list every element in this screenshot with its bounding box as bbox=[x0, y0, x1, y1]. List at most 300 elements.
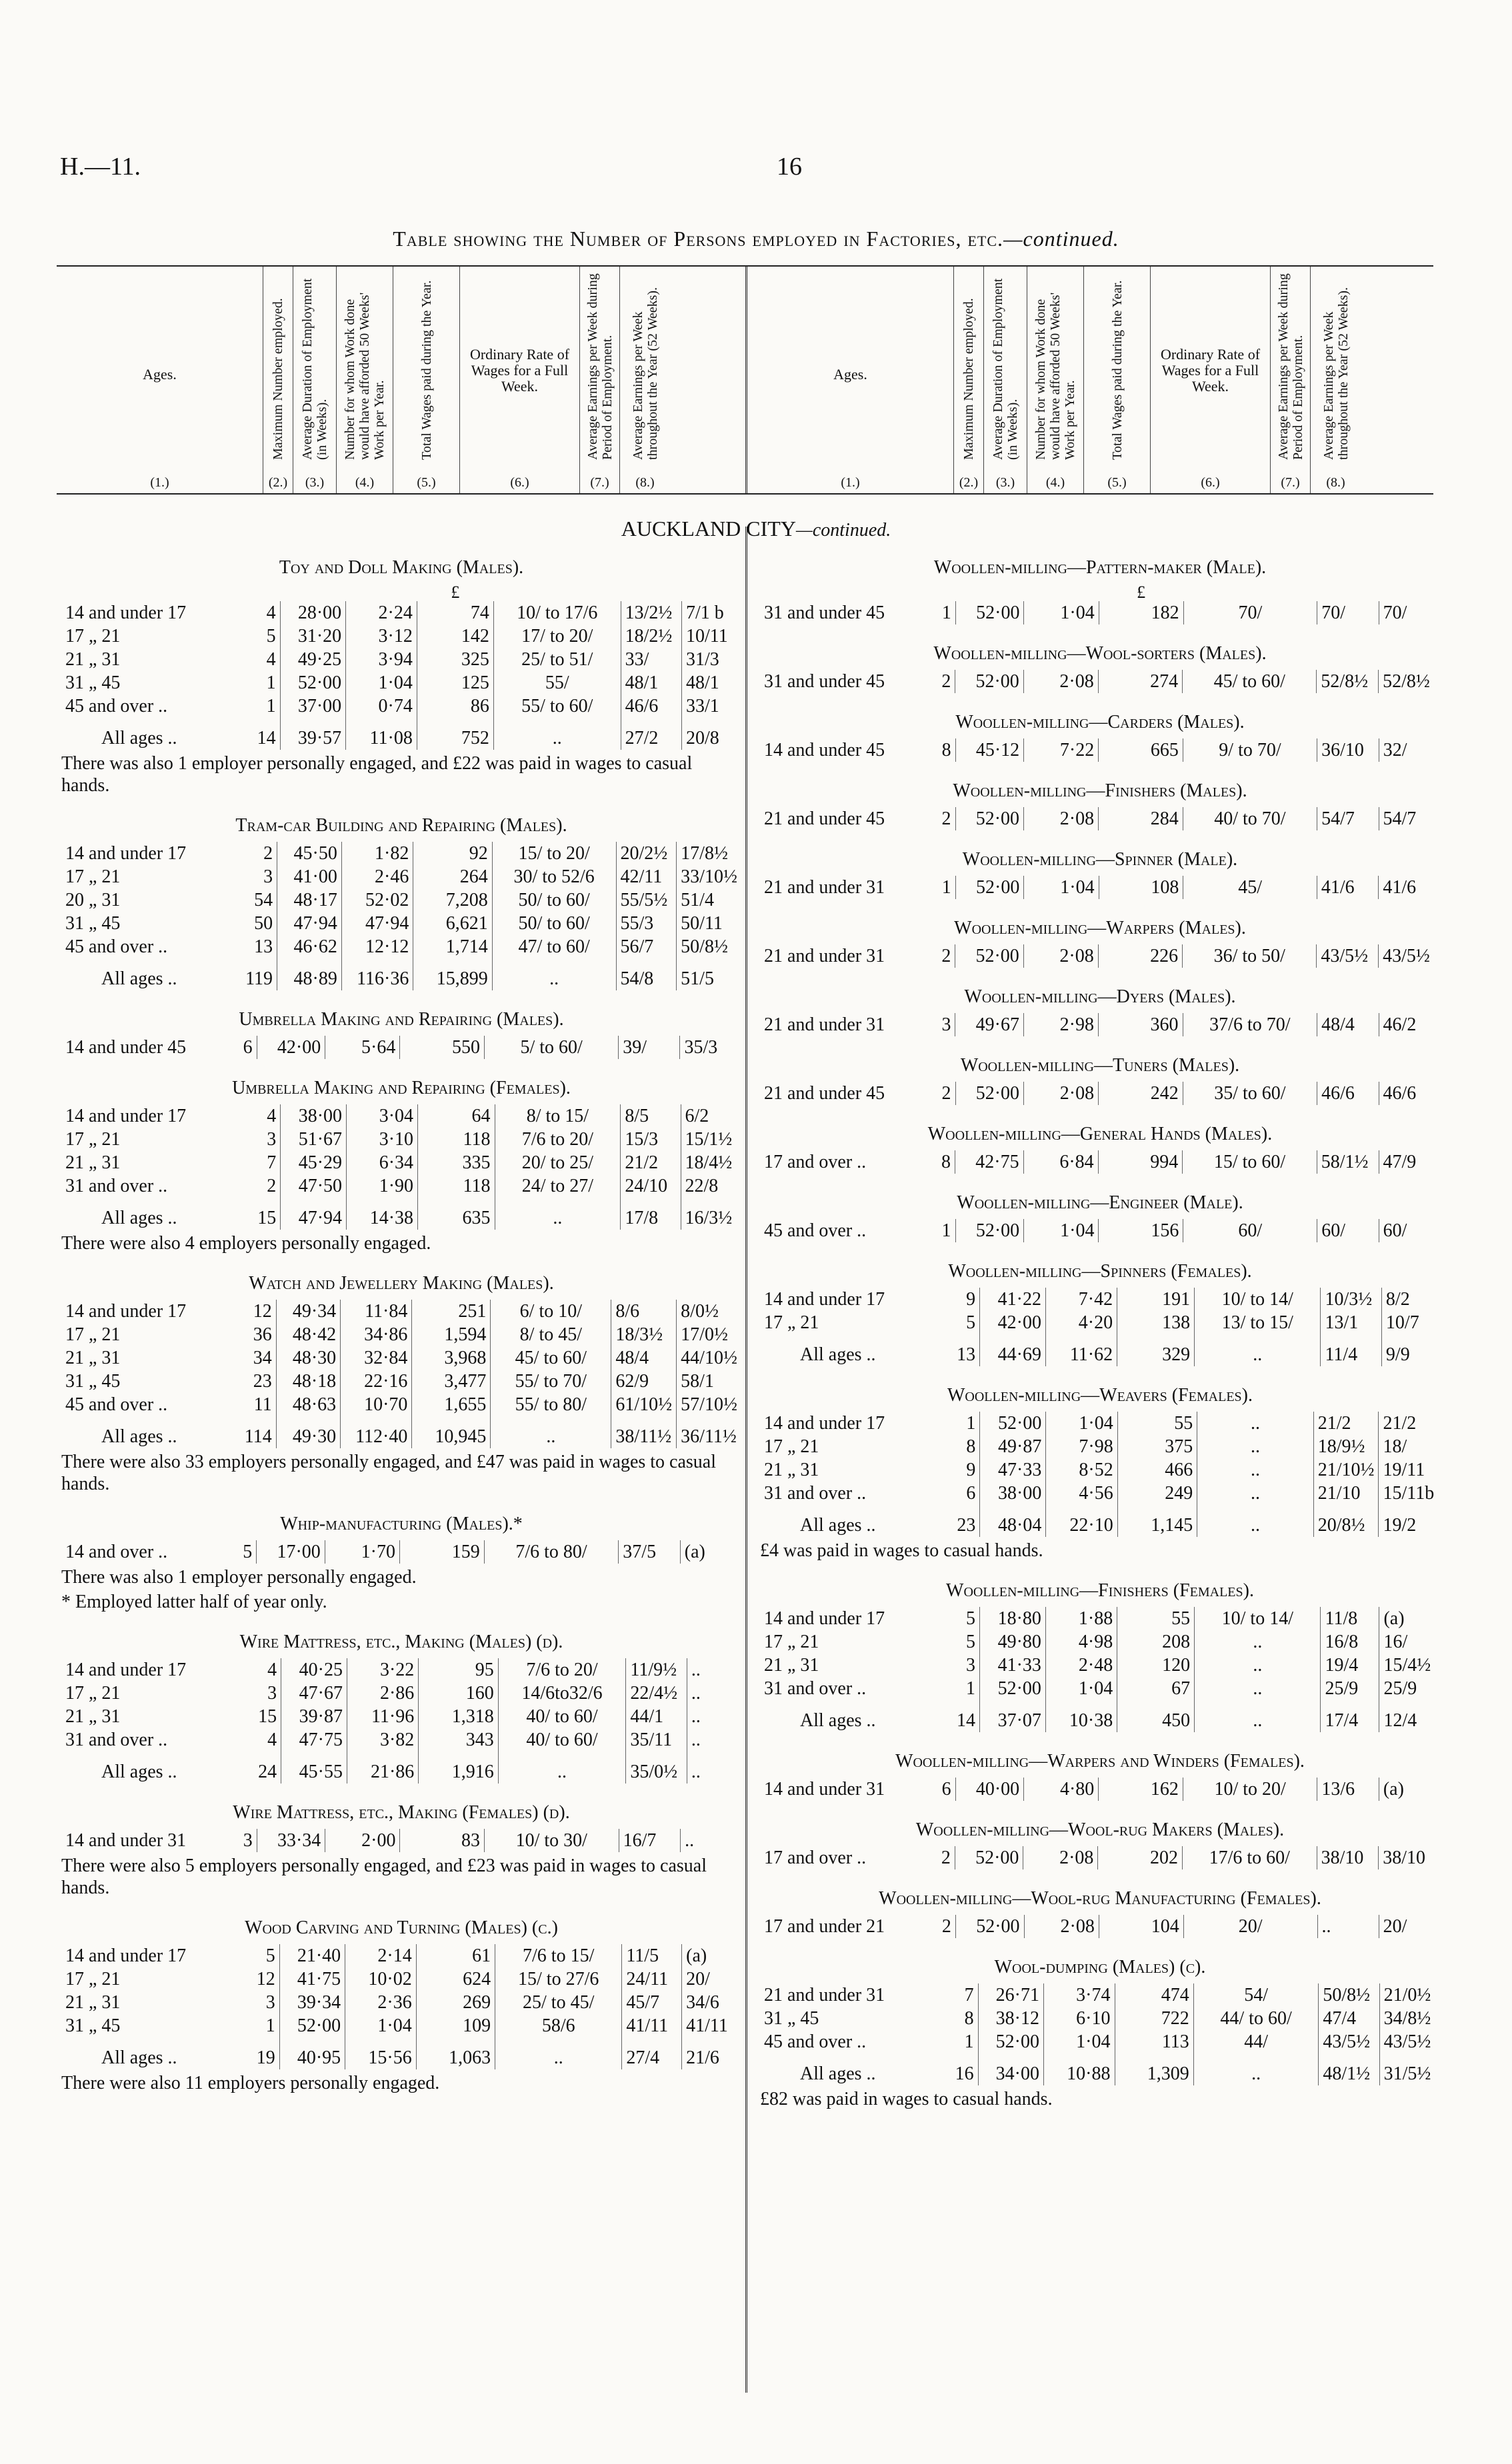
industry-block bbox=[760, 1820, 1440, 1869]
table-row bbox=[760, 1607, 1440, 1630]
header-col-5 bbox=[393, 267, 460, 493]
table-cell: 38/10 bbox=[1317, 1846, 1379, 1869]
table-row bbox=[760, 1915, 1440, 1938]
table-cell: 1 bbox=[946, 1412, 980, 1435]
total-cell: .. bbox=[491, 1416, 611, 1448]
table-cell: .. bbox=[691, 1683, 701, 1704]
table-cell: 25/ to 45/ bbox=[495, 1991, 622, 2014]
table-cell: 2·86 bbox=[347, 1682, 418, 1705]
unit-cell bbox=[921, 584, 955, 601]
block-title: Woollen-milling—Wool-sorters (Males). bbox=[933, 643, 1267, 664]
table-cell: 45 and over .. bbox=[65, 696, 168, 716]
table-cell: 41·75 bbox=[279, 1967, 345, 1991]
industry-block bbox=[61, 1917, 741, 2094]
total-cell: 35/0½ bbox=[626, 1752, 687, 1784]
table-cell: 8 bbox=[946, 1435, 980, 1458]
table-cell: 21 and under 45 bbox=[764, 1083, 885, 1104]
table-cell: 55/ to 70/ bbox=[491, 1370, 611, 1393]
table-row bbox=[760, 876, 1440, 899]
table-cell: 113 bbox=[1115, 2030, 1193, 2053]
block-note: £82 was paid in wages to casual hands. bbox=[760, 2089, 1053, 2109]
header-num: (7.) bbox=[1281, 475, 1300, 490]
page-number: 16 bbox=[777, 153, 802, 181]
table-cell: 14 and under 31 bbox=[65, 1830, 187, 1851]
table-cell: 11 bbox=[241, 1393, 276, 1416]
industry-block bbox=[61, 1078, 741, 1254]
total-cell: .. bbox=[498, 1752, 626, 1784]
data-table bbox=[61, 1658, 741, 1784]
table-cell: 31 and over .. bbox=[65, 1730, 168, 1750]
total-cell: .. bbox=[495, 2037, 622, 2069]
table-cell: 49·67 bbox=[955, 1013, 1024, 1036]
table-row bbox=[61, 1323, 741, 1346]
total-cell: 329 bbox=[1117, 1334, 1195, 1366]
total-cell: 119 bbox=[241, 958, 277, 990]
table-cell: 118 bbox=[418, 1174, 495, 1198]
table-cell: 15/3 bbox=[621, 1128, 681, 1151]
block-note: There were also 11 employers personally engaged. bbox=[61, 2073, 440, 2093]
table-row bbox=[61, 1174, 741, 1198]
table-cell: 3,968 bbox=[412, 1346, 491, 1370]
header-label: Average Earnings per Week throughout the Year (52 Weeks). bbox=[1321, 287, 1351, 460]
table-row bbox=[61, 1705, 741, 1728]
table-cell: 49·80 bbox=[980, 1630, 1046, 1654]
table-cell: 142 bbox=[417, 624, 493, 648]
table-cell: 58/6 bbox=[495, 2014, 622, 2037]
table-cell: 6 bbox=[946, 1482, 980, 1505]
header-num: (1.) bbox=[150, 475, 169, 490]
table-cell: 44/ to 60/ bbox=[1193, 2007, 1319, 2030]
table-cell: 2·36 bbox=[345, 1991, 417, 2014]
total-cell: 13 bbox=[946, 1334, 980, 1366]
table-cell: (a) bbox=[1383, 1608, 1405, 1629]
table-cell: 10/ to 14/ bbox=[1195, 1288, 1321, 1311]
table-cell: 21/2 bbox=[1383, 1413, 1417, 1434]
total-cell: 15,899 bbox=[413, 958, 492, 990]
table-cell: 4 bbox=[247, 1728, 281, 1752]
table-cell: 86 bbox=[417, 694, 493, 718]
table-cell: 11/8 bbox=[1321, 1607, 1379, 1630]
table-row bbox=[61, 1346, 741, 1370]
table-cell: 54/7 bbox=[1317, 807, 1379, 830]
table-cell: 8·52 bbox=[1046, 1458, 1117, 1482]
total-cell: 1,309 bbox=[1115, 2053, 1193, 2085]
table-cell: 37/6 to 70/ bbox=[1183, 1013, 1317, 1036]
table-cell: 45·29 bbox=[281, 1151, 347, 1174]
table-cell: 264 bbox=[413, 865, 492, 888]
table-row bbox=[760, 1412, 1440, 1435]
table-cell: 47·33 bbox=[980, 1458, 1046, 1482]
table-cell: 11·96 bbox=[347, 1705, 418, 1728]
table-cell: 17 „ 21 bbox=[764, 1312, 819, 1333]
table-cell: 45 and over .. bbox=[764, 1220, 867, 1241]
block-title: Woollen-milling—Pattern-maker (Male). bbox=[933, 557, 1267, 578]
unit-cell bbox=[1379, 584, 1440, 601]
total-cell: 40·95 bbox=[279, 2037, 345, 2069]
table-cell: 43/5½ bbox=[1383, 2031, 1431, 2052]
table-cell: 1·04 bbox=[1043, 2030, 1115, 2053]
table-cell: 3 bbox=[222, 1829, 257, 1852]
table-cell: 70/ bbox=[1317, 601, 1379, 624]
table-cell: 2·08 bbox=[1024, 807, 1099, 830]
unit-cell bbox=[955, 584, 1024, 601]
table-cell: 62/9 bbox=[611, 1370, 677, 1393]
total-cell: 31/5½ bbox=[1383, 2063, 1431, 2084]
table-cell: 12 bbox=[246, 1967, 279, 1991]
table-cell: 92 bbox=[413, 842, 492, 865]
table-cell: 25/9 bbox=[1383, 1678, 1417, 1699]
header-num: (2.) bbox=[959, 475, 979, 490]
header-label: Total Wages paid during the Year. bbox=[1109, 280, 1125, 460]
total-cell: All ages .. bbox=[800, 1710, 876, 1731]
table-cell: 2 bbox=[247, 1174, 280, 1198]
table-cell: 42·75 bbox=[955, 1150, 1024, 1174]
table-cell: 7,208 bbox=[413, 888, 492, 912]
table-cell: 3·82 bbox=[347, 1728, 418, 1752]
header-num: (8.) bbox=[635, 475, 655, 490]
industry-block bbox=[760, 1124, 1440, 1174]
table-cell: 17 „ 21 bbox=[65, 1683, 121, 1704]
table-cell: 52·00 bbox=[955, 1082, 1024, 1105]
table-cell: 624 bbox=[416, 1967, 495, 1991]
table-cell: 35/11 bbox=[626, 1728, 687, 1752]
table-cell: 2·46 bbox=[341, 865, 413, 888]
table-cell: 45/7 bbox=[622, 1991, 682, 2014]
table-cell: 52·00 bbox=[955, 670, 1023, 693]
table-cell: 60/ bbox=[1317, 1219, 1379, 1242]
table-cell: 2·00 bbox=[325, 1829, 400, 1852]
table-cell: 55/ bbox=[493, 671, 621, 694]
total-cell: All ages .. bbox=[101, 1762, 177, 1782]
unit-row bbox=[760, 584, 1440, 601]
table-cell: 52·00 bbox=[955, 876, 1024, 899]
total-cell: 19 bbox=[246, 2037, 279, 2069]
table-cell: 22/8 bbox=[685, 1176, 719, 1196]
header-label: Number for whom Work done would have afforded 50 Weeks' Work per Year. bbox=[1033, 292, 1077, 460]
table-cell: 60/ bbox=[1183, 1219, 1317, 1242]
block-title: Woollen-milling—Spinners (Females). bbox=[948, 1261, 1252, 1282]
table-row bbox=[760, 1150, 1440, 1174]
table-cell: 7·42 bbox=[1046, 1288, 1117, 1311]
table-cell: 46/6 bbox=[621, 694, 681, 718]
total-cell: 10·88 bbox=[1043, 2053, 1115, 2085]
total-cell: .. bbox=[1193, 2053, 1319, 2085]
section-name: AUCKLAND CITY bbox=[621, 517, 796, 541]
table-row bbox=[760, 1219, 1440, 1242]
total-cell: 48·89 bbox=[277, 958, 342, 990]
data-table bbox=[61, 1944, 741, 2069]
header-col-2 bbox=[263, 267, 293, 493]
table-cell: 16/ bbox=[1383, 1632, 1408, 1652]
total-cell: 114 bbox=[241, 1416, 276, 1448]
header-label: Average Duration of Employment (in Weeks). bbox=[300, 278, 329, 460]
table-cell: 21/0½ bbox=[1383, 1985, 1431, 2005]
table-cell: 10/ to 17/6 bbox=[493, 601, 621, 624]
industry-block bbox=[760, 1888, 1440, 1938]
table-cell: 1 bbox=[246, 2014, 279, 2037]
data-table bbox=[760, 1983, 1440, 2085]
table-cell: 22·16 bbox=[341, 1370, 412, 1393]
total-cell: 37·07 bbox=[980, 1700, 1046, 1732]
table-cell: 54/ bbox=[1193, 1983, 1319, 2007]
table-cell: 21 and under 31 bbox=[764, 877, 885, 898]
unit-cell bbox=[61, 584, 247, 601]
table-cell: 14 and under 45 bbox=[65, 1037, 187, 1058]
total-cell: 23 bbox=[946, 1505, 980, 1537]
table-cell: 10/7 bbox=[1385, 1312, 1419, 1333]
table-cell: 1 bbox=[247, 671, 280, 694]
table-cell: 74 bbox=[417, 601, 493, 624]
total-row bbox=[61, 718, 741, 750]
table-cell: 1 bbox=[946, 1677, 980, 1700]
table-cell: 2·08 bbox=[1023, 944, 1098, 968]
table-cell: 5·64 bbox=[325, 1036, 400, 1059]
table-cell: 44/ bbox=[1193, 2030, 1319, 2053]
total-cell: .. bbox=[493, 718, 621, 750]
header-label: Number for whom Work done would have afforded 50 Weeks' Work per Year. bbox=[343, 292, 387, 460]
data-table bbox=[760, 807, 1440, 830]
table-cell: 39/ bbox=[619, 1036, 680, 1059]
table-cell: 2 bbox=[921, 944, 955, 968]
table-cell: 49·34 bbox=[276, 1300, 340, 1323]
table-cell: 1 bbox=[945, 2030, 978, 2053]
table-cell: 284 bbox=[1099, 807, 1183, 830]
table-cell: 6/2 bbox=[685, 1106, 709, 1126]
table-cell: 31 and under 45 bbox=[764, 603, 885, 623]
total-cell: 1,145 bbox=[1117, 1505, 1197, 1537]
table-cell: 47/4 bbox=[1319, 2007, 1379, 2030]
table-cell: 64 bbox=[418, 1104, 495, 1128]
table-row bbox=[760, 1677, 1440, 1700]
table-cell: 45·12 bbox=[955, 738, 1024, 762]
table-cell: 58/1½ bbox=[1317, 1150, 1379, 1174]
table-cell: 9 bbox=[946, 1458, 980, 1482]
table-cell: 2·08 bbox=[1023, 1846, 1098, 1869]
industry-block bbox=[760, 1385, 1440, 1562]
data-table bbox=[760, 1915, 1440, 1938]
table-cell: 48/4 bbox=[1317, 1013, 1379, 1036]
table-cell: 32/ bbox=[1383, 740, 1407, 760]
table-cell: 43/5½ bbox=[1319, 2030, 1379, 2053]
table-title bbox=[0, 227, 1512, 251]
total-cell: 17/4 bbox=[1321, 1700, 1379, 1732]
table-row bbox=[61, 1991, 741, 2014]
data-table bbox=[760, 1288, 1440, 1366]
table-cell: 14 and under 17 bbox=[764, 1289, 885, 1310]
right-column bbox=[760, 553, 1440, 2129]
table-cell: 104 bbox=[1099, 1915, 1183, 1938]
block-title: Woollen-milling—Weavers (Females). bbox=[947, 1385, 1253, 1406]
header-num: (3.) bbox=[305, 475, 325, 490]
table-cell: 34/8½ bbox=[1383, 2008, 1431, 2029]
table-cell: 18/3½ bbox=[611, 1323, 677, 1346]
table-cell: 474 bbox=[1115, 1983, 1193, 2007]
total-cell: All ages .. bbox=[101, 728, 177, 748]
table-cell: 45 and over .. bbox=[65, 936, 168, 957]
table-cell: 43/5½ bbox=[1317, 944, 1379, 968]
table-cell: 8/ to 15/ bbox=[495, 1104, 621, 1128]
table-cell: 31 and under 45 bbox=[764, 671, 885, 692]
table-cell: 994 bbox=[1098, 1150, 1183, 1174]
total-cell: 45·55 bbox=[281, 1752, 347, 1784]
table-cell: 14 and under 17 bbox=[65, 1106, 187, 1126]
table-row bbox=[760, 1311, 1440, 1334]
table-cell: 21 „ 31 bbox=[65, 649, 121, 670]
table-cell: .. bbox=[685, 1830, 695, 1851]
unit-cell bbox=[280, 584, 346, 601]
table-cell: 11/5 bbox=[622, 1944, 682, 1967]
table-cell: 1 bbox=[247, 694, 280, 718]
table-cell: 21/10½ bbox=[1313, 1458, 1379, 1482]
industry-block bbox=[760, 1751, 1440, 1801]
total-cell: All ages .. bbox=[101, 1208, 177, 1228]
total-cell: 15 bbox=[247, 1198, 280, 1230]
table-cell: 7/1 b bbox=[686, 603, 724, 623]
unit-cell bbox=[247, 584, 280, 601]
table-cell: 4 bbox=[247, 648, 280, 671]
table-cell: 26·71 bbox=[978, 1983, 1043, 2007]
table-cell: 269 bbox=[416, 1991, 495, 2014]
table-cell: 52·00 bbox=[279, 2014, 345, 2037]
table-cell: 2 bbox=[241, 842, 277, 865]
table-row bbox=[760, 1778, 1440, 1801]
total-cell: All ages .. bbox=[101, 968, 177, 989]
total-cell: All ages .. bbox=[101, 1426, 177, 1447]
table-cell: 50/ to 60/ bbox=[492, 912, 616, 935]
table-cell: 52·02 bbox=[341, 888, 413, 912]
table-cell: 335 bbox=[418, 1151, 495, 1174]
total-cell: .. bbox=[691, 1762, 701, 1782]
industry-block bbox=[61, 1273, 741, 1495]
table-cell: 17 „ 21 bbox=[65, 1969, 121, 1989]
table-cell: 9/ to 70/ bbox=[1183, 738, 1317, 762]
table-cell: 54 bbox=[241, 888, 277, 912]
table-cell: 7/6 to 20/ bbox=[495, 1128, 621, 1151]
data-table bbox=[61, 1036, 741, 1059]
table-cell: 21 and under 31 bbox=[764, 946, 885, 966]
table-cell: 8/0½ bbox=[681, 1301, 719, 1322]
table-cell: 45·50 bbox=[277, 842, 342, 865]
table-cell: 42·00 bbox=[257, 1036, 325, 1059]
table-cell: 156 bbox=[1099, 1219, 1183, 1242]
unit-cell bbox=[493, 584, 621, 601]
table-cell: 10/ to 14/ bbox=[1195, 1607, 1321, 1630]
table-cell: 47·75 bbox=[281, 1728, 347, 1752]
table-cell: 4·20 bbox=[1046, 1311, 1117, 1334]
table-cell: 6·34 bbox=[347, 1151, 418, 1174]
table-cell: 18/2½ bbox=[621, 624, 681, 648]
table-cell: 1·70 bbox=[325, 1540, 399, 1564]
table-cell: 13/ to 15/ bbox=[1195, 1311, 1321, 1334]
header-num: (5.) bbox=[1107, 475, 1127, 490]
table-row bbox=[61, 694, 741, 718]
table-cell: 2 bbox=[921, 807, 955, 830]
block-title: Wire Mattress, etc., Making (Females) (d). bbox=[233, 1802, 570, 1823]
table-cell: 159 bbox=[399, 1540, 484, 1564]
industry-block bbox=[61, 1802, 741, 1899]
table-cell: 32·84 bbox=[341, 1346, 412, 1370]
table-cell: 360 bbox=[1099, 1013, 1183, 1036]
table-cell: 52·00 bbox=[955, 601, 1024, 624]
header-label: Average Earnings per Week during Period of Employment. bbox=[585, 273, 615, 460]
table-cell: 0·74 bbox=[346, 694, 417, 718]
table-cell: 3·04 bbox=[347, 1104, 418, 1128]
data-table bbox=[760, 584, 1440, 624]
table-cell: 56/7 bbox=[616, 935, 677, 958]
total-cell: 1,063 bbox=[416, 2037, 495, 2069]
table-cell: 2 bbox=[920, 1846, 955, 1869]
total-cell: 39·57 bbox=[280, 718, 346, 750]
table-cell: 67 bbox=[1117, 1677, 1195, 1700]
table-cell: 20/ bbox=[1383, 1916, 1407, 1937]
table-cell: 2 bbox=[921, 670, 955, 693]
table-cell: 7/6 to 20/ bbox=[498, 1658, 626, 1682]
data-table bbox=[61, 1300, 741, 1448]
table-cell: 7 bbox=[945, 1983, 978, 2007]
table-row bbox=[61, 1682, 741, 1705]
table-cell: 43/5½ bbox=[1383, 946, 1430, 966]
total-cell: 27/2 bbox=[621, 718, 681, 750]
total-cell: .. bbox=[1195, 1334, 1321, 1366]
total-cell: 11·08 bbox=[346, 718, 417, 750]
industry-block bbox=[760, 643, 1440, 693]
unit-cell bbox=[346, 584, 417, 601]
table-cell: 375 bbox=[1117, 1435, 1197, 1458]
table-cell: .. bbox=[1197, 1482, 1313, 1505]
table-cell: 8 bbox=[921, 738, 955, 762]
table-cell: 15/ to 20/ bbox=[492, 842, 616, 865]
table-cell: 51·67 bbox=[281, 1128, 347, 1151]
table-cell: 1·04 bbox=[1024, 601, 1099, 624]
table-cell: 550 bbox=[400, 1036, 485, 1059]
table-cell: 48·30 bbox=[276, 1346, 340, 1370]
header-label: Average Earnings per Week throughout the Year (52 Weeks). bbox=[630, 287, 660, 460]
table-cell: 17 and under 21 bbox=[764, 1916, 885, 1937]
table-cell: 17 and over .. bbox=[764, 1152, 867, 1172]
data-table bbox=[61, 1540, 741, 1564]
header-col-8 bbox=[1311, 267, 1361, 493]
industry-block bbox=[760, 986, 1440, 1036]
total-row bbox=[760, 2053, 1440, 2085]
table-cell: 226 bbox=[1098, 944, 1182, 968]
table-cell: 50 bbox=[241, 912, 277, 935]
table-cell: 5 bbox=[946, 1311, 980, 1334]
total-cell: 14·38 bbox=[347, 1198, 418, 1230]
data-table bbox=[760, 670, 1440, 693]
table-cell: 21 „ 31 bbox=[65, 1992, 121, 2013]
table-cell: 138 bbox=[1117, 1311, 1195, 1334]
column-headers-left bbox=[57, 267, 745, 493]
table-cell: 39·87 bbox=[281, 1705, 347, 1728]
table-cell: 4·56 bbox=[1046, 1482, 1117, 1505]
table-cell: 274 bbox=[1098, 670, 1182, 693]
table-cell: 52·00 bbox=[955, 1846, 1023, 1869]
table-cell: 57/10½ bbox=[681, 1394, 737, 1415]
block-note: There were also 4 employers personally engaged. bbox=[61, 1233, 431, 1254]
total-cell: 36/11½ bbox=[681, 1426, 737, 1447]
table-cell: 55/5½ bbox=[616, 888, 677, 912]
data-table bbox=[760, 876, 1440, 899]
table-cell: 45/ to 60/ bbox=[1183, 670, 1317, 693]
table-cell: 1·04 bbox=[1024, 876, 1099, 899]
table-cell: 21 „ 31 bbox=[65, 1152, 121, 1173]
total-cell: 22·10 bbox=[1046, 1505, 1117, 1537]
block-note: There was also 1 employer personally engaged. bbox=[61, 1567, 417, 1588]
table-cell: 120 bbox=[1117, 1654, 1195, 1677]
data-table bbox=[61, 1104, 741, 1230]
block-title: Woollen-milling—Spinner (Male). bbox=[962, 849, 1238, 870]
industry-block bbox=[61, 1009, 741, 1059]
